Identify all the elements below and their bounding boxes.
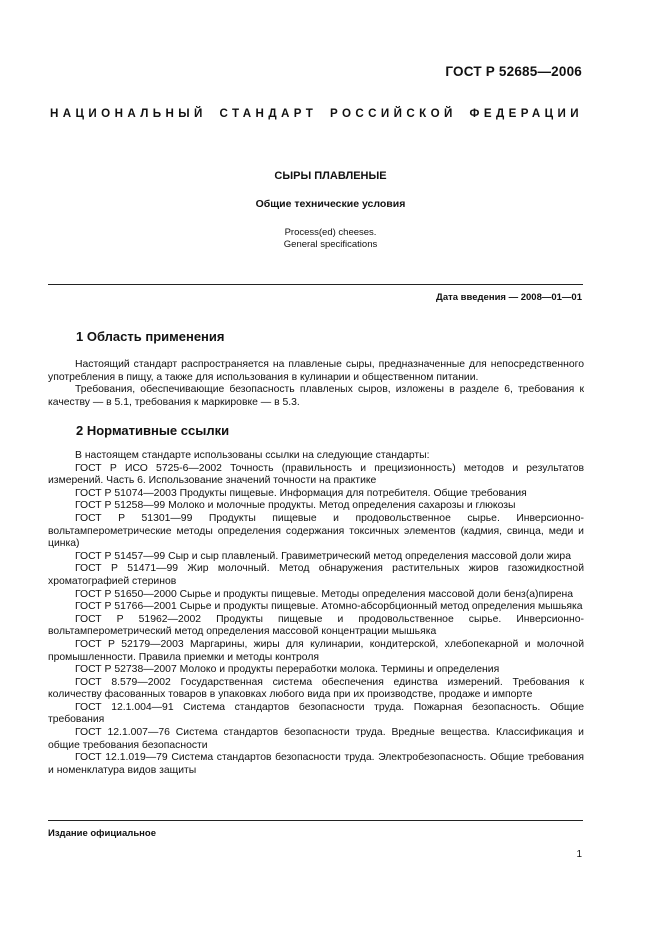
- reference-item: ГОСТ Р 51650—2000 Сырье и продукты пищевые. Методы определения массовой доли бенз(а)пирена: [75, 588, 574, 600]
- reference-item: ГОСТ Р ИСО 5725-6—2002 Точность (правильность и прецизионность) методов и результатов измерений. Часть 6. Использование значений точности на практике: [48, 462, 584, 487]
- english-title-line1: Process(ed) cheeses.: [284, 227, 377, 238]
- document-title: СЫРЫ ПЛАВЛЕНЫЕ: [274, 170, 387, 182]
- section1-body: [48, 359, 584, 409]
- reference-item: ГОСТ Р 51962—2002 Продукты пищевые и продовольственное сырье. Инверсионно-вольтамперометрический метод определения массовой концентрации мышьяка: [48, 613, 584, 638]
- reference-item: ГОСТ Р 51471—99 Жир молочный. Метод обнаружения растительных жиров газожидкостной хроматографией стеринов: [48, 563, 584, 587]
- introduction-date: Дата введения — 2008—01—01: [436, 292, 582, 303]
- reference-item: ГОСТ Р 51074—2003 Продукты пищевые. Информация для потребителя. Общие требования: [75, 487, 527, 499]
- reference-item: ГОСТ Р 52738—2007 Молоко и продукты переработки молока. Термины и определения: [75, 664, 500, 676]
- reference-item: ГОСТ Р 51301—99 Продукты пищевые и продовольственное сырье. Инверсионно-вольтамперометрические методы определения содержания токсичных элементов (кадмия, свинца, меди и цинка): [48, 512, 584, 550]
- reference-item: ГОСТ Р 51766—2001 Сырье и продукты пищевые. Атомно-абсорбционный метод определения мышьяка: [75, 601, 583, 613]
- reference-item: ГОСТ Р 52179—2003 Маргарины, жиры для кулинарии, кондитерской, хлебопекарной и молочной промышленности. Правила приемки и методы контроля: [48, 638, 584, 663]
- page-number: 1: [576, 849, 582, 860]
- official-edition-note: Издание официальное: [48, 828, 156, 839]
- references-intro: В настоящем стандарте использованы ссылки на следующие стандарты:: [75, 450, 430, 461]
- reference-item: ГОСТ 12.1.007—76 Система стандартов безопасности труда. Вредные вещества. Классификация и общие требования безопасности: [48, 727, 584, 751]
- top-divider: [48, 284, 583, 285]
- reference-item: ГОСТ 8.579—2002 Государственная система обеспечения единства измерений. Требования к количеству фасованных товаров в упаковках любого вида при их производстве, продаже и импорте: [48, 676, 584, 701]
- english-title-line2: General specifications: [283, 239, 378, 250]
- section1-heading: 1 Область применения: [76, 329, 225, 344]
- document-subtitle: Общие технические условия: [255, 198, 406, 210]
- section2-body: [48, 450, 584, 777]
- section1-paragraph: Требования, обеспечивающие безопасность плавленых сыров, изложены в разделе 6, требования к качеству — в 5.1, требования к маркировке — в 5.3.: [48, 384, 584, 408]
- document-code: ГОСТ Р 52685—2006: [445, 64, 582, 79]
- reference-item: ГОСТ 12.1.004—91 Система стандартов безопасности труда. Пожарная безопасность. Общие требования: [48, 701, 584, 726]
- reference-item: ГОСТ Р 51258—99 Молоко и молочные продукты. Метод определения сахарозы и глюкозы: [75, 500, 516, 512]
- reference-item: ГОСТ Р 51457—99 Сыр и сыр плавленый. Гравиметрический метод определения массовой доли жира: [75, 550, 571, 562]
- national-standard-heading: НАЦИОНАЛЬНЫЙ СТАНДАРТ РОССИЙСКОЙ ФЕДЕРАЦИИ: [50, 107, 583, 120]
- section2-heading: 2 Нормативные ссылки: [76, 423, 230, 438]
- bottom-divider: [48, 820, 583, 821]
- reference-item: ГОСТ 12.1.019—79 Система стандартов безопасности труда. Электробезопасность. Общие требования и номенклатура видов защиты: [48, 752, 584, 776]
- section1-paragraph: Настоящий стандарт распространяется на плавленые сыры, предназначенные для непосредственного употребления в пищу, а также для использования в кулинарии и общественном питании.: [48, 359, 584, 383]
